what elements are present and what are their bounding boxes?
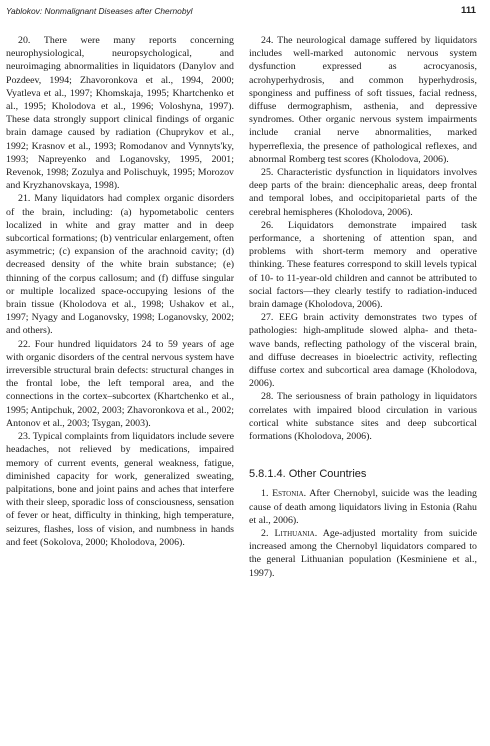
section-item-label: 1. Estonia. — [261, 488, 307, 500]
running-head — [6, 6, 476, 20]
section-item-text: After Chernobyl, suicide was the leading cause of death among liquidators living in Estonia (Rahu et al., 2006). — [249, 488, 477, 526]
section-item-text: Age-adjusted mortality from suicide increased among the Chernobyl liquidators compared to the general Lithuanian population (Kesminiene et al., 1997). — [249, 527, 477, 579]
paragraph-27: 27. EEG brain activity demonstrates two types of pathologies: high-amplitude slowed alpha- and theta-wave bands, reflecting pathology of the visceral brain, and diffuse decreases in bioelectric activity, reflecting diffuse cortex and subcortical area damage (Kholodova, 2006). — [249, 312, 477, 390]
running-head-title: Yablokov: Nonmalignant Diseases after Chernobyl — [6, 6, 193, 16]
section-item-label: 2. Lithuania. — [261, 527, 318, 539]
left-column — [6, 34, 234, 549]
paragraph-20: 20. There were many reports concerning neurophysiological, neuropsychological, and neuroimaging abnormalities in liquidators (Danylov and Pozdeev, 1994; Zhavoronkova et al., 1994, 2000; Vyatleva et al., 1997; Khomskaja, 1995; Khartchenko et al., 1995; Kholodova et al., 1996; Voloshyna, 1997). These data strongly support clinical findings of organic brain damage caused by radiation (Chuprykov et al., 1992; Krasnov et al., 1993; Romodanov and Vynnyts'ky, 1993; Napreyenko and Loganovsky, 1995, 2001; Revenok, 1998; Zozulya and Polischuyk, 1995; Morozov and Kryzhanovskaya, 1998). — [6, 35, 234, 192]
paragraph-23: 23. Typical complaints from liquidators include severe headaches, not relieved by medications, impaired memory of current events, general weakness, fatigue, diminished capacity for work, generalized sweating, palpitations, bone and joint pains and aches that interfere with their sleep, sporadic loss of consciousness, sensation of fever or heat, difficulty in thinking, high temperature, seizures, flashes, loss of vision, and numbness in hands and feet (Sokolova, 2000; Kholodova, 2006). — [6, 431, 234, 548]
section-item-lithuania — [249, 527, 477, 580]
paragraph-28: 28. The seriousness of brain pathology in liquidators correlates with impaired blood circulation in various cortical white substance sites and deep subcortical formations (Kholodova, 2006). — [249, 391, 477, 443]
section-heading: 5.8.1.4. Other Countries — [249, 468, 367, 481]
paragraph-22: 22. Four hundred liquidators 24 to 59 years of age with organic disorders of the central nervous system have irreversible structural brain defects: structural changes in the frontal lobe, the left temporal area, and the connections in the cortex–subcortex (Khartchenko et al., 1995; Antipchuk, 2002, 2003; Zhavoronkova et al., 2002; Antonov et al., 2003; Tsygan, 2003). — [6, 338, 234, 429]
section-item-estonia — [249, 487, 477, 527]
right-column — [249, 34, 477, 580]
paragraph-24: 24. The neurological damage suffered by liquidators includes well-marked autonomic nervous system dysfunction expressed as acrocyanosis, acrohyperhydrosis, and common hyperhydrosis, sponginess and puffiness of soft tissues, facial redness, diffuse dermographism, asthenia, and depressive syndromes. Other organic nervous system impairments include cranial nerve abnormalities, marked hyperreflexia, the presence of pathological reflexes, and abnormal Romberg test scores (Kholodova, 2006). — [249, 35, 477, 165]
paragraph-21: 21. Many liquidators had complex organic disorders of the brain, including: (a) hypometabolic centers localized in white and gray matter and in deep subcortical formations; (b) ventricular enlargement, often asymmetric; (c) expansion of the arachnoid cavity; (d) decreased density of the white brain substance; (e) thinning of the corpus callosum; and (f) diffuse singular or multiple localized space-occupying lesions of the brain tissue (Kholodova et al., 1998; Ushakov et al., 1997; Nyagy and Loganovsky, 1998; Loganovsky, 2002; and others). — [6, 193, 234, 337]
paragraph-26: 26. Liquidators demonstrate impaired task performance, a shortening of attention span, and problems with short-term memory and operative thinking. These features correspond to skill levels typical of 10- to 11-year-old children and cannot be attributed to social factors—they clearly testify to radiation-induced brain damage (Kholodova, 2006). — [249, 219, 477, 311]
page-number: 111 — [461, 5, 476, 16]
paragraph-25: 25. Characteristic dysfunction in liquidators involves deep parts of the brain: diencephalic areas, deep frontal and temporal lobes, and occipitoparietal parts of the cerebral hemispheres (Kholodova, 2006). — [249, 167, 477, 218]
